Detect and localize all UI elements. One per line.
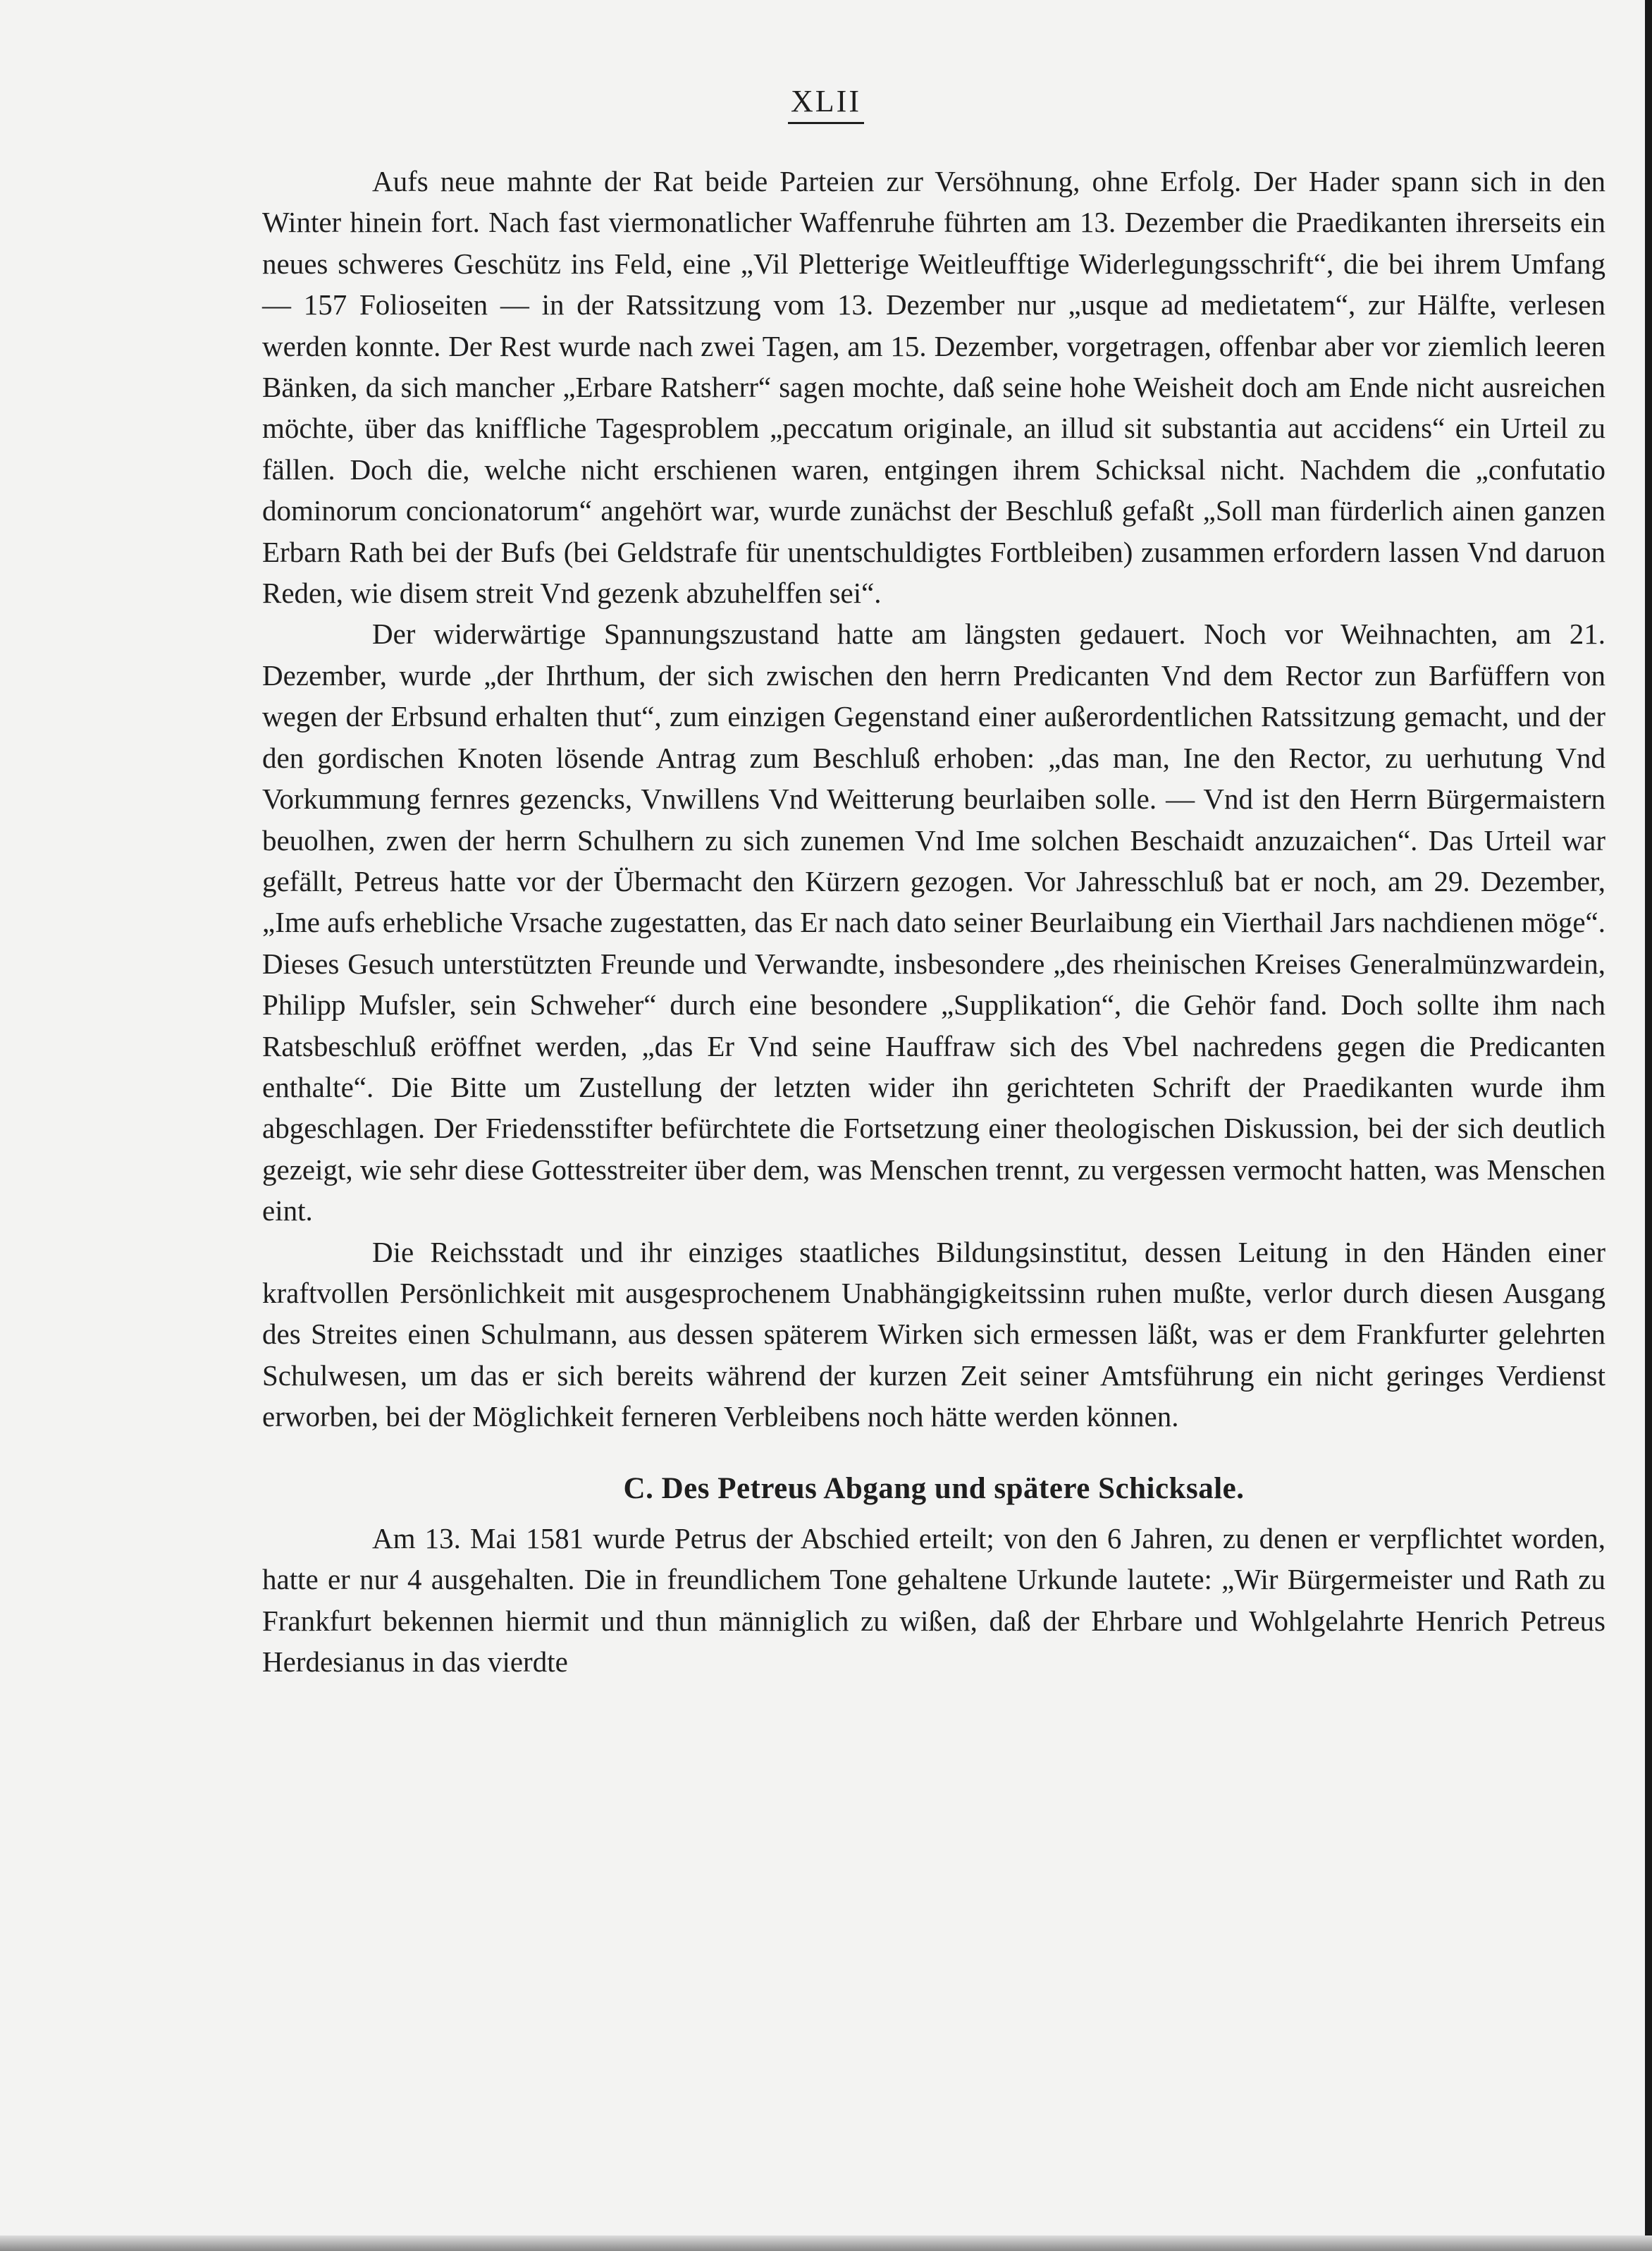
page-number-text: XLII: [788, 83, 864, 124]
page-edge-right: [1645, 0, 1652, 2251]
paragraph-ratssitzung: Aufs neue mahnte der Rat beide Parteien zur Versöhnung, ohne Erfolg. Der Hader spann sich in den Winter hinein fort. Nach fast viermonatlicher Waffenruhe führten am 13. Dezember die Praedikanten ihrerseits ein neues schweres Geschütz ins Feld, eine „Vil Pletterige Weitleufftige Widerlegungsschrift“, die bei ihrem Umfang — 157 Folioseiten — in der Ratssitzung vom 13. Dezember nur „usque ad medietatem“, zur Hälfte, verlesen werden konnte. Der Rest wurde nach zwei Tagen, am 15. Dezember, vorgetragen, offenbar aber vor ziemlich leeren Bänken, da sich mancher „Erbare Ratsherr“ sagen mochte, daß seine hohe Weisheit doch am Ende nicht ausreichen möchte, über das kniffliche Tagesproblem „peccatum originale, an illud sit substantia aut accidens“ ein Urteil zu fällen. Doch die, welche nicht erschienen waren, entgingen ihrem Schicksal nicht. Nachdem die „confutatio dominorum concionatorum“ angehört war, wurde zunächst der Beschluß gefaßt „Soll man fürderlich ainen ganzen Erbarn Rath bei der Bufs (bei Geldstrafe für unentschuldigtes Fortbleiben) zusammen erfordern lassen Vnd daruon Reden, wie disem streit Vnd gezenk abzuhelffen sei“.: [262, 165, 1605, 610]
page-number: [0, 83, 1652, 124]
body-text: [262, 161, 1605, 1683]
paragraph-reichsstadt: Die Reichsstadt und ihr einziges staatliches Bildungsinstitut, dessen Leitung in den Händen einer kraftvollen Persönlichkeit mit ausgesprochenem Unabhängigkeitssinn ruhen mußte, verlor durch diesen Ausgang des Streites einen Schulmann, aus dessen späterem Wirken sich ermessen läßt, was er dem Frankfurter gelehrten Schulwesen, um das er sich bereits während der kurzen Zeit seiner Amtsführung ein nicht geringes Verdienst erworben, bei der Möglichkeit ferneren Verbleibens noch hätte werden können.: [262, 1235, 1605, 1433]
paragraph-abschied: Am 13. Mai 1581 wurde Petrus der Abschied erteilt; von den 6 Jahren, zu denen er verpflichtet worden, hatte er nur 4 ausgehalten. Die in freundlichem Tone gehaltene Urkunde lautete: „Wir Bürgermeister und Rath zu Frankfurt bekennen hiermit und thun männiglich zu wißen, daß der Ehrbare und Wohlgelahrte Henrich Petreus Herdesianus in das vierdte: [262, 1522, 1605, 1679]
page-edge-bottom: [0, 2235, 1652, 2251]
paragraph-spannungszustand: Der widerwärtige Spannungszustand hatte am längsten gedauert. Noch vor Weihnachten, am 21. Dezember, wurde „der Ihrthum, der sich zwischen den herrn Predicanten Vnd dem Rector zun Barfüffern von wegen der Erbsund erhalten thut“, zum einzigen Gegenstand einer außerordentlichen Ratssitzung gemacht, und der den gordischen Knoten lösende Antrag zum Beschluß erhoben: „das man, Ine den Rector, zu uerhutung Vnd Vorkummung fernres gezencks, Vnwillens Vnd Weitterung beurlaiben solle. — Vnd ist den Herrn Bürgermaistern beuolhen, zwen der herrn Schulhern zu sich zunemen Vnd Ime solchen Beschaidt anzuzaichen“. Das Urteil war gefällt, Petreus hatte vor der Übermacht den Kürzern gezogen. Vor Jahresschluß bat er noch, am 29. Dezember, „Ime aufs erhebliche Vrsache zugestatten, das Er nach dato seiner Beurlaibung ein Vierthail Jars nachdienen möge“. Dieses Gesuch unterstützten Freunde und Verwandte, insbesondere „des rheinischen Kreises Generalmünzwardein, Philipp Mufsler, sein Schweher“ durch eine besondere „Supplikation“, die Gehör fand. Doch sollte ihm nach Ratsbeschluß eröffnet werden, „das Er Vnd seine Hauffraw sich des Vbel nachredens gegen die Predicanten enthalte“. Die Bitte um Zustellung der letzten wider ihn gerichteten Schrift der Praedikanten wurde ihm abgeschlagen. Der Friedensstifter befürchtete die Fortsetzung einer theologischen Diskussion, bei der sich deutlich gezeigt, wie sehr diese Gottesstreiter über dem, was Menschen trennt, zu vergessen vermocht hatten, was Menschen eint.: [262, 618, 1605, 1227]
section-heading: C. Des Petreus Abgang und spätere Schicksale.: [623, 1471, 1245, 1505]
